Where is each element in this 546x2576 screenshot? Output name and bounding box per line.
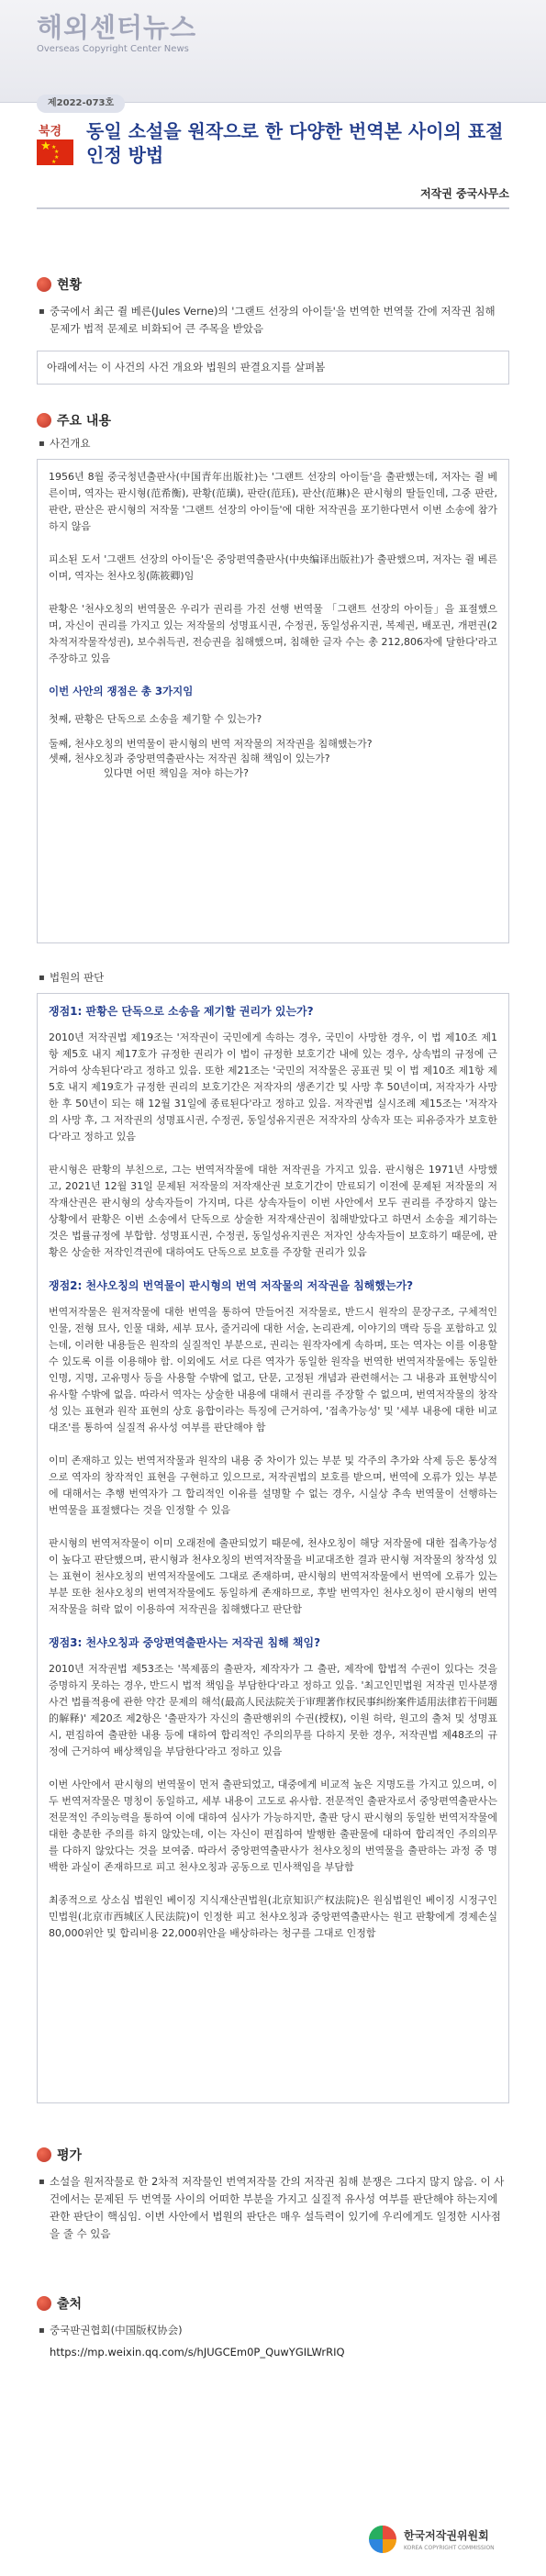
footer-org-name-ko: 한국저작권위원회 xyxy=(404,2529,489,2542)
issue1-heading: 쟁점1: 판황은 단독으로 소송을 제기할 권리가 있는가? xyxy=(49,1005,314,1018)
court-judgment-box xyxy=(37,993,509,2103)
case-paragraph: 판황은 '천샤오칭의 번역물은 우리가 권리를 가진 선행 번역물 「그랜트 선장의 아이들」을 표절했으며, 자신이 권리를 가지고 있는 저작물의 성명표시권, 수정권, 동일성유지권, 복제권, 배포권, 개편권(2차적저작물작성권), 보수취득권, 전승권을 침해했으며, 침해한 글자 수는 총 212,806자에 달한다'라고 주장하고 있음 xyxy=(49,603,497,664)
judgment-paragraph: 판시형의 번역저작물이 이미 오래전에 출판되었기 때문에, 천샤오칭이 해당 저작물에 대한 접촉가능성이 높다고 판단했으며, 판시형과 천샤오칭의 번역저작물을 비교대조한 결과 판시형 저작물의 창작성 있는 표현이 천샤오칭의 번역저작물에도 그대로 존재하며, 판시형의 번역저작물에서 번역에 오류가 있는 부분 또한 천샤오칭의 번역저작물에도 동일하게 존재하므로, 후발 번역자인 천샤오칭이 판시형의 번역저작물을 허락 없이 이용하여 저작권을 침해했다고 판단함 xyxy=(49,1537,497,1615)
issue-question xyxy=(49,737,497,781)
issue-question-line: 셋째, 천샤오칭과 중앙편역출판사는 저작권 침해 책임이 있는가? xyxy=(49,753,330,764)
section-label: 평가 xyxy=(57,2148,83,2163)
issue3-heading: 쟁점3: 천샤오칭과 중앙편역출판사는 저작권 침해 책임? xyxy=(49,1636,321,1649)
section-status-heading xyxy=(37,275,82,294)
status-bullet: ▪ 중국에서 최근 쥘 베른(Jules Verne)의 '그랜트 선장의 아이들'을 번역한 번역물 간에 저작권 침해 문제가 법적 문제로 비화되어 큰 주목을 받았음 xyxy=(50,303,508,338)
issue-question-line: 있다면 어떤 책임을 져야 하는가? xyxy=(104,767,249,779)
issue2-heading: 쟁점2: 천샤오칭의 번역물이 판시형의 번역 저작물의 저작권을 침해했는가? xyxy=(49,1279,414,1292)
article-title-area xyxy=(37,119,509,204)
section-bullet-icon xyxy=(37,2296,51,2311)
judgment-paragraph: 번역저작물은 원저작물에 대한 번역을 통하여 만들어진 저작물로, 반드시 원작의 문장구조, 구체적인 인물, 전형 묘사, 인물 대화, 세부 묘사, 줄거리에 대한 서술, 논리관계, 이야기의 맥락 등을 포함하고 있는데, 이러한 내용들은 원작의 실질적인 부분으로, 권리는 원작자에게 속하며, 또는 역자는 이를 이용할 수 있도록 이를 이용해야 함. 이외에도 서로 다른 역자가 동일한 원작을 번역한 번역저작물에는 동일한 인명, 지명, 고유명사 등을 사용할 수밖에 없고, 단문, 고정된 개념과 관련해서는 그 내용과 표현방식이 유사할 수밖에 없음. 따라서 역자는 상술한 내용에 대해서 권리를 주장할 수 없으며, 번역저작물의 창작성 있는 표현과 원작 표현의 상호 융합이라는 특징에 근거하여, '접촉가능성' 및 '세부 내용에 대한 비교대조'를 통하여 실질적 유사성 여부를 판단해야 함 xyxy=(49,1306,497,1433)
commission-emblem-icon xyxy=(369,2526,396,2553)
section-bullet-icon xyxy=(37,277,51,292)
flag-star-icon: ★ xyxy=(54,154,60,161)
section-main-heading xyxy=(37,411,111,429)
section-evaluation-heading xyxy=(37,2146,82,2164)
section-label: 주요 내용 xyxy=(57,414,111,429)
case-paragraph: 1956년 8월 중국청년출판사(中国青年出版社)는 '그랜트 선장의 아이들'을 출판했는데, 저자는 쥘 베른이며, 역자는 판시형(范希衡), 판황(范璜), 판란(范珏), 판산(范琳)은 판시형의 딸들인데, 그중 판란, 판란, 판산은 판시형의 저작물 '그랜트 선장의 아이들'에 대한 저작권을 포기한다면서 이번 소송에 참가하지 않음 xyxy=(49,471,497,532)
judgment-paragraph: 최종적으로 상소심 법원인 베이징 지식재산권법원(北京知识产权法院)은 원심법원인 베이징 시정구인민법원(北京市西城区人民法院)이 인정한 피고 천샤오칭과 중앙편역출판사는 원고 판황에게 경제손실 80,000위안 및 합리비용 22,000위안을 배상하라는 청구를 그대로 인정함 xyxy=(49,1894,497,1939)
evaluation-bullet: ▪ 소설을 원저작물로 한 2차적 저작물인 번역저작물 간의 저작권 침해 분쟁은 그다지 많지 않음. 이 사건에서는 문제된 두 번역물 사이의 어떠한 부분을 가지고 실질적 유사성 여부를 판단해야 하는지에 관한 판단이 핵심임. 이번 사안에서 법원의 판단은 매우 설득력이 있기에 우리에게도 일정한 시사점을 줄 수 있음 xyxy=(50,2173,508,2243)
section-bullet-icon xyxy=(37,413,51,428)
article-title: 동일 소설을 원작으로 한 다양한 번역본 사이의 표절 인정 방법 xyxy=(86,120,504,166)
case-overview-box xyxy=(37,459,509,943)
newsletter-logo-title: 해외센터뉴스 xyxy=(37,12,197,43)
case-overview-label: ▪ 사건개요 xyxy=(50,435,90,452)
court-judgment-label: ▪ 법원의 판단 xyxy=(50,969,104,987)
article-author: 저작권 중국사무소 xyxy=(420,187,509,200)
flag-star-icon: ★ xyxy=(40,139,51,153)
footer-org-name-en: KOREA COPYRIGHT COMMISSION xyxy=(404,2545,495,2551)
judgment-paragraph: 2010년 저작권법 제19조는 '저작권이 국민에게 속하는 경우, 국민이 사망한 경우, 이 법 제10조 제1항 제5호 내지 제17호가 규정한 권리가 이 법이 규정한 보호기간 내에 있는 경우, 상속법의 규정에 근거하여 상속된다'라고 정하고 있음. 또한 제21조는 '국민의 저작물은 공표권 및 이 법 제10조 제1항 제5호 내지 제19호가 규정한 권리의 보호기간은 저작자의 생존기간 및 사망 후 50년이며, 저작자가 사망한 후 50년이 되는 해 12월 31일에 종료된다'라고 정하고 있음. 저작권법 실시조례 제15조는 '저작자의 사망 후, 그 저작권의 성명표시권, 수정권, 동일성유지권은 저작자의 상속자 또는 피유증자가 보호한다'라고 정하고 있음 xyxy=(49,1032,497,1143)
issues-heading: 이번 사안의 쟁점은 총 3가지임 xyxy=(49,685,194,697)
footer-logo-text xyxy=(404,2527,495,2551)
judgment-paragraph: 이미 존재하고 있는 번역저작물과 원작의 내용 중 차이가 있는 부분 및 각주의 추가와 삭제 등은 통상적으로 역자의 창작적인 표현을 구현하고 있으므로, 저작권법의 보호를 받으며, 번역에 오류가 있는 부분에 대해서는 추행 번역자가 그 합리적인 이유를 설명할 수 없는 경우, 시실상 추속 번역물이 선행하는 번역물을 표절했다는 것을 인정할 수 있음 xyxy=(49,1455,497,1516)
section-bullet-icon xyxy=(37,2147,51,2162)
country-label: 북경 xyxy=(39,125,62,139)
flag-star-icon: ★ xyxy=(51,144,57,151)
judgment-paragraph: 2010년 저작권법 제53조는 '복제품의 출판자, 제작자가 그 출판, 제작에 합법적 수권이 있다는 것을 증명하지 못하는 경우, 반드시 법적 책임을 부담한다'라고 정하고 있음. '최고인민법원 저작권 민사분쟁사건 법률적용에 관한 약간 문제의 해석(最高人民法院关于审理著作权民事纠纷案件适用法律若干问题的解释)' 제20조 제2항은 '출판자가 자신의 출판행위의 수권(授权), 이원 허락, 원고의 출처 및 성명표시, 편집하여 출판한 내용 등에 대하여 합리적인 주의의무를 다하지 못한 경우, 저작권법 제48조의 규정에 근거하여 배상책임을 부담한다'라고 정하고 있음 xyxy=(49,1663,497,1757)
china-flag-icon xyxy=(37,139,73,165)
issue-question-line: 둘째, 천샤오칭의 번역물이 판시형의 번역 저작물의 저작권을 침해했는가? xyxy=(49,738,373,750)
issue-question: 첫째, 판황은 단독으로 소송을 제기할 수 있는가? xyxy=(49,713,262,725)
judgment-paragraph: 이번 사안에서 판시형의 번역물이 먼저 출판되었고, 대중에게 비교적 높은 지명도를 가지고 있으며, 이 두 번역저작물은 명칭이 동일하고, 세부 내용이 고도로 유사함. 전문적인 출판자로서 중앙편역출판사는 전문적인 주의능력을 통하여 이에 대하여 심사가 가능하지만, 출판 당시 판시형의 동일한 번역저작물에 대한 충분한 주의를 하지 않았는데, 이는 자신이 편집하여 발행한 출판물에 대하여 합리적인 주의의무를 다하지 않았다는 것을 보여줌. 따라서 중앙편역출판사가 천샤오칭의 번역물을 출판하는 과정 중 명백한 과실이 존재하므로 피고 천샤오칭과 공동으로 민사책임을 부담함 xyxy=(49,1779,497,1873)
source-url-link[interactable]: https://mp.weixin.qq.com/s/hJUGCEm0P_QuwYGILWrRIQ xyxy=(50,2346,345,2359)
flag-star-icon: ★ xyxy=(54,149,60,155)
section-label: 출처 xyxy=(57,2297,83,2312)
source-bullet: ▪ 중국판권협회(中国版权协会) xyxy=(50,2322,183,2339)
newsletter-logo-subtitle: Overseas Copyright Center News xyxy=(37,44,189,54)
newsletter-header xyxy=(0,0,546,103)
status-summary-box: 아래에서는 이 사건의 사건 개요와 법원의 판결요지를 살펴봄 xyxy=(37,351,509,385)
footer-logo xyxy=(369,2526,495,2553)
section-label: 현황 xyxy=(57,278,83,293)
judgment-paragraph: 판시형은 판황의 부친으로, 그는 번역저작물에 대한 저작권을 가지고 있음. 판시형은 1971년 사망했고, 2021년 12월 31일 문제된 저작물의 저작재산권 보호기간이 만료되기 이전에 문제된 저작물의 저작재산권은 판시형의 상속자들이 가지며, 다른 상속자들이 이번 사안에서 모두 권리를 주장하지 않는 상황에서 판황은 이번 소송에서 단독으로 상술한 저작재산권이 침해받았다고 하면서 소송을 제기하는 것은 법률규정에 부합함. 성명표시권, 수정권, 동일성유지권은 저자인 상속자들이 보호하기 때문에, 판황은 상술한 저작인격권에 대하여도 단독으로 보호를 주장할 권리가 있음 xyxy=(49,1164,497,1258)
issue-number-badge: 제2022-073호 xyxy=(37,95,125,113)
title-divider xyxy=(37,207,509,209)
case-paragraph: 피소된 도서 '그랜트 선장의 아이들'은 중앙편역출판사(中央编译出版社)가 출판했으며, 저자는 쥘 베른이며, 역자는 천샤오칭(陈筱卿)임 xyxy=(49,553,497,582)
flag-star-icon: ★ xyxy=(51,159,57,165)
section-source-heading xyxy=(37,2294,82,2313)
